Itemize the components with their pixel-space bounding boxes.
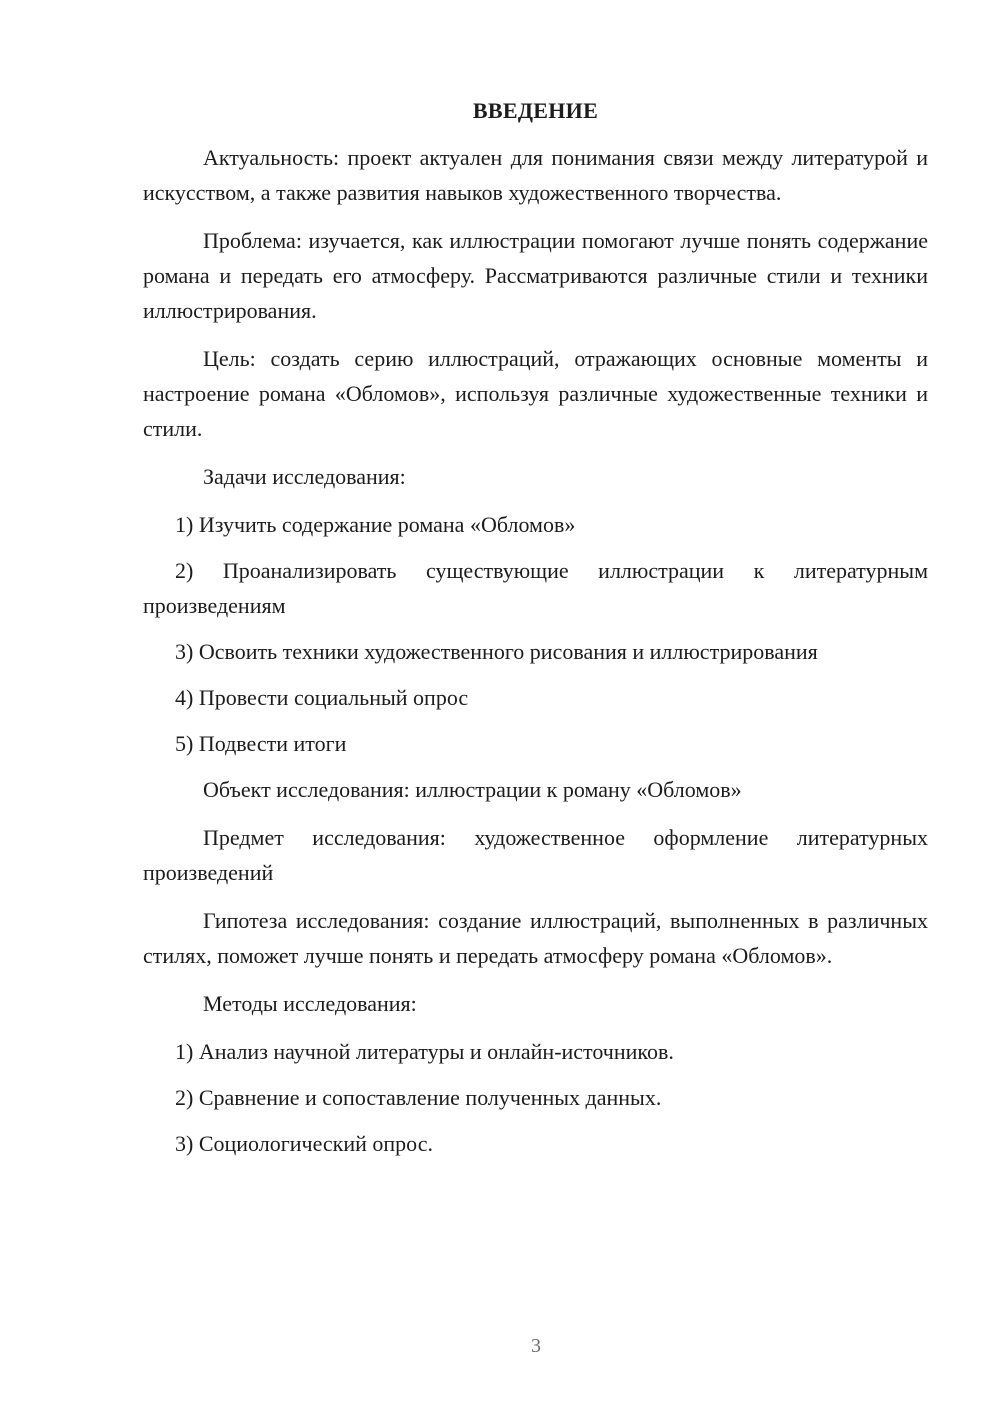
method-item: 3) Социологический опрос. [175, 1131, 433, 1156]
relevance-paragraph: Актуальность: проект актуален для понимания связи между литературой и искусством, а также развития навыков художественного творчества. [143, 145, 928, 205]
page-number: 3 [531, 1335, 541, 1357]
subject-paragraph: Предмет исследования: художественное оформление литературных произведений [143, 825, 928, 885]
task-item: 5) Подвести итоги [175, 731, 347, 756]
method-item: 2) Сравнение и сопоставление полученных данных. [175, 1085, 662, 1110]
method-item: 1) Анализ научной литературы и онлайн-источников. [175, 1039, 674, 1064]
problem-paragraph: Проблема: изучается, как иллюстрации помогают лучше понять содержание романа и передать его атмосферу. Рассматриваются различные стили и техники иллюстрирования. [143, 228, 928, 323]
section-title: ВВЕДЕНИЕ [472, 98, 599, 123]
task-item: 1) Изучить содержание романа «Обломов» [175, 512, 576, 537]
hypothesis-paragraph: Гипотеза исследования: создание иллюстраций, выполненных в различных стилях, поможет лучше понять и передать атмосферу романа «Обломов». [143, 908, 928, 968]
tasks-heading: Задачи исследования: [203, 464, 406, 489]
methods-heading: Методы исследования: [203, 991, 417, 1016]
task-item: 3) Освоить техники художественного рисования и иллюстрирования [175, 639, 818, 664]
page-content [143, 94, 928, 1172]
task-item: 2) Проанализировать существующие иллюстрации к литературным произведениям [143, 558, 928, 618]
goal-paragraph: Цель: создать серию иллюстраций, отражающих основные моменты и настроение романа «Обломов», используя различные художественные техники и стили. [143, 346, 928, 441]
task-item: 4) Провести социальный опрос [175, 685, 469, 710]
object-paragraph: Объект исследования: иллюстрации к роману «Обломов» [203, 777, 742, 802]
